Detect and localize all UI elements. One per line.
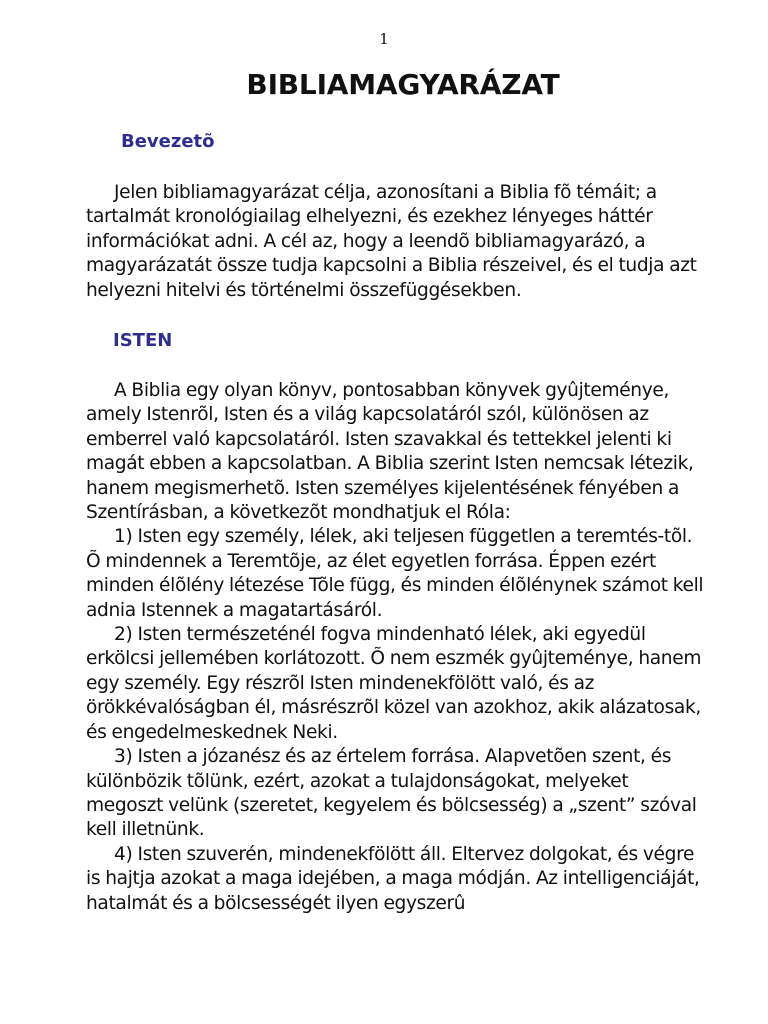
isten-point-1: 1) Isten egy személy, lélek, aki teljesen független a teremtés-tõl. Õ mindennek a Teremtõje, az élet egyetlen forrása. Éppen ezért minden élõlény létezése Tõle függ, és minden élõlénynek számot kell adnia Istennek a magatartásáról. bbox=[86, 526, 704, 621]
document-title: BIBLIAMAGYARÁZAT bbox=[246, 68, 560, 101]
isten-point-3: 3) Isten a józanész és az értelem forrása. Alapvetõen szent, és különbözik tõlünk, ezért, azokat a tulajdonságokat, melyeket megoszt velünk (szeretet, kegyelem és bölcsesség) a „szent” szóval kell illetnünk. bbox=[86, 746, 697, 841]
page-number: 1 bbox=[379, 30, 389, 48]
isten-point-4: 4) Isten szuverén, mindenekfölött áll. Eltervez dolgokat, és végre is hajtja azokat a maga idejében, a maga módján. Az intelligenciáját, hatalmát és a bölcsességét ilyen egyszerû bbox=[86, 843, 700, 914]
intro-paragraph: Jelen bibliamagyarázat célja, azonosítani a Biblia fõ témáit; a tartalmát kronológiailag elhelyezni, és ezekhez lényeges háttér információkat adni. A cél az, hogy a leendõ bibliamagyarázó, a magyarázatát össze tudja kapcsolni a Biblia részeivel, és el tudja azt helyezni hitelvi és történelmi összefüggésekben. bbox=[86, 182, 697, 301]
isten-paragraph-intro: A Biblia egy olyan könyv, pontosabban könyvek gyûjteménye, amely Istenrõl, Isten és a világ kapcsolatáról szól, különösen az emberrel való kapcsolatáról. Isten szavakkal és tettekkel jelenti ki magát ebben a kapcsolatban. A Biblia szerint Isten nemcsak létezik, hanem megismerhetõ. Isten személyes kijelentésének fényében a Szentírásban, a következõt mondhatjuk el Róla: bbox=[86, 380, 694, 524]
isten-body bbox=[86, 379, 706, 916]
isten-point-2: 2) Isten természeténél fogva mindenható lélek, aki egyedül erkölcsi jellemében korlátozott. Õ nem eszmék gyûjteménye, hanem egy személy. Egy részrõl Isten mindenekfölött való, és az örökkévalóságban él, másrészrõl közel van azokhoz, akik alázatosak, és engedelmeskednek Neki. bbox=[86, 624, 702, 743]
section-heading-isten: ISTEN bbox=[113, 330, 173, 351]
section-heading-intro: Bevezetõ bbox=[121, 131, 215, 152]
